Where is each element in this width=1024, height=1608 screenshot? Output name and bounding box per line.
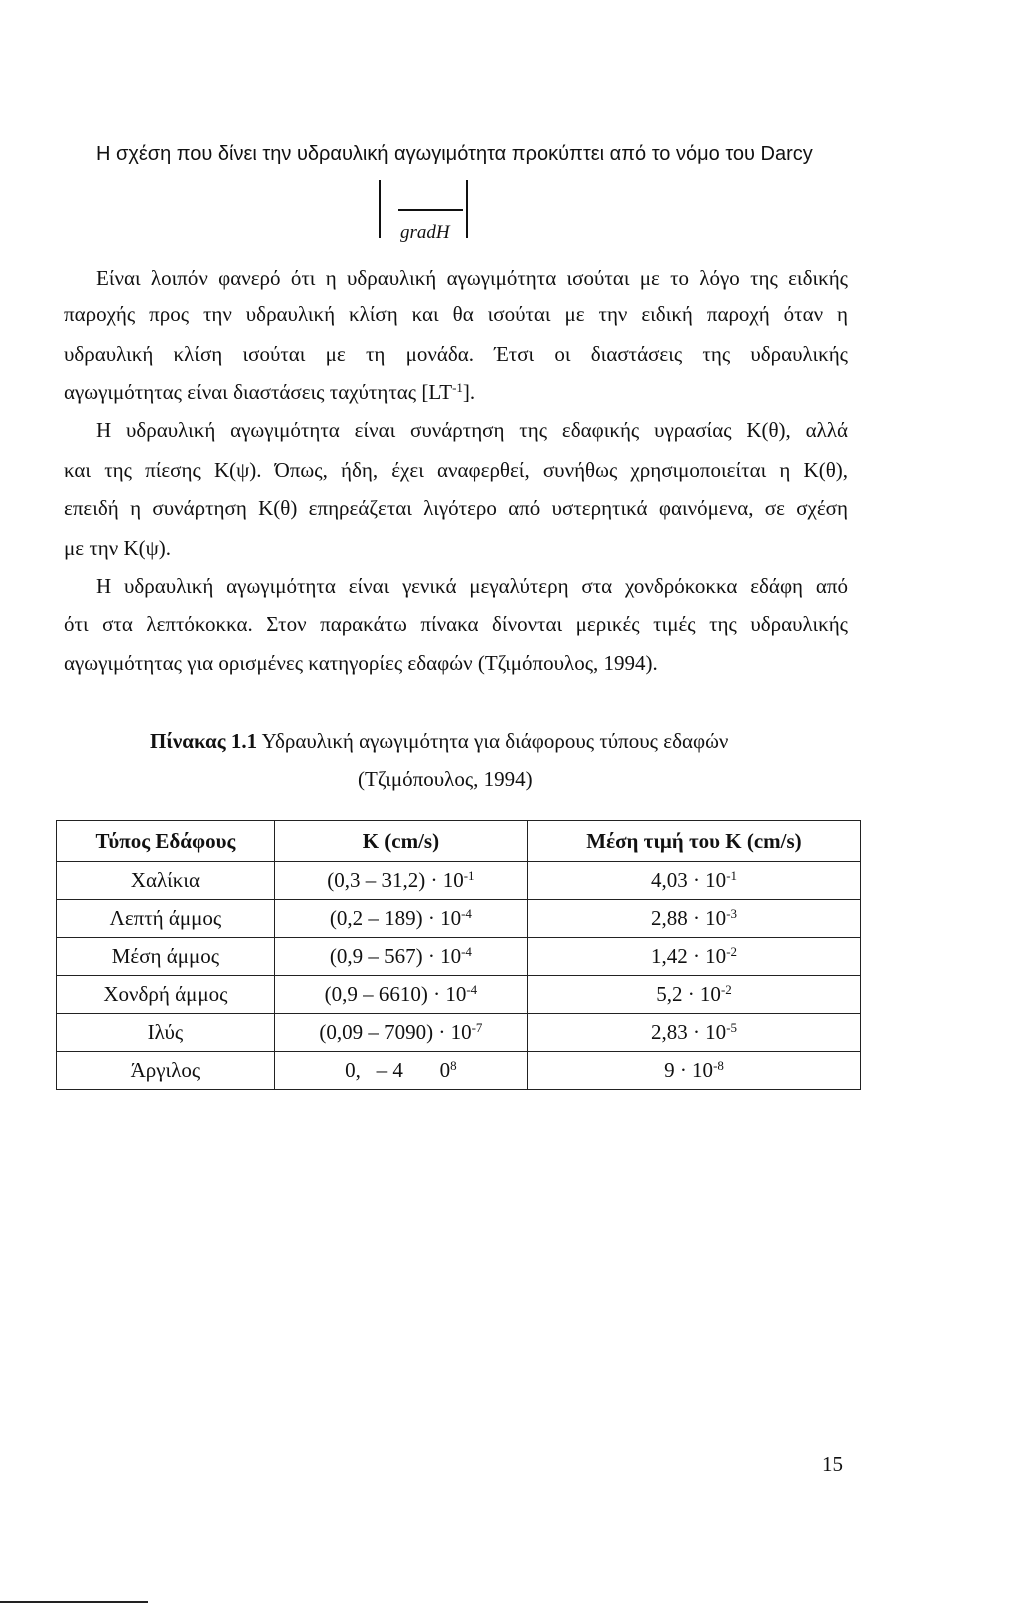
paragraph-line: και της πίεσης Κ(ψ). Όπως, ήδη, έχει αναφερθεί, συνήθως χρησιμοποιείται η Κ(θ), <box>64 458 848 482</box>
k-mean-cell: $2,83 \cdot 10^{-5}$ <box>527 1014 860 1052</box>
formula-denominator: gradH <box>400 222 450 243</box>
table-row <box>57 976 861 1014</box>
table-header-row <box>57 821 861 862</box>
table-caption-label: Πίνακας 1.1 <box>150 729 258 753</box>
header-mean-k: Μέση τιμή του K (cm/s) <box>527 821 860 862</box>
table-row <box>57 938 861 976</box>
k-mean-cell: $5,2 \cdot 10^{-2}$ <box>527 976 860 1014</box>
paragraph-line: παροχής προς την υδραυλική κλίση και θα ισούται με την ειδική παροχή όταν η <box>64 302 848 326</box>
paragraph-line: με την Κ(ψ). <box>64 536 172 560</box>
formula-right-bar <box>466 180 468 238</box>
paragraph-line: Είναι λοιπόν φανερό ότι η υδραυλική αγωγιμότητα ισούται με το λόγο της ειδικής <box>96 266 848 290</box>
k-range-cell: $(0,3 - 31,2) \cdot 10^{-1}$ <box>274 862 527 900</box>
k-mean-cell: $9 \cdot 10^{-8}$ <box>527 1052 860 1090</box>
table-caption <box>150 727 728 755</box>
k-range-cell: $(0,9 - 6610) \cdot 10^{-4}$ <box>274 976 527 1014</box>
soil-cell: Ιλύς <box>57 1014 275 1052</box>
paragraph-text: αγωγιμότητας είναι διαστάσεις ταχύτητας [LT <box>64 380 453 404</box>
table-row <box>57 862 861 900</box>
soil-cell: Χαλίκια <box>57 862 275 900</box>
table-row <box>57 1052 861 1090</box>
k-range-cell: $(0,09 - 7090) \cdot 10^{-7}$ <box>274 1014 527 1052</box>
footnote-rule <box>0 1601 148 1603</box>
k-mean-cell: $2,88 \cdot 10^{-3}$ <box>527 900 860 938</box>
table-caption-source: (Τζιμόπουλος, 1994) <box>358 767 533 791</box>
k-mean-cell: $1,42 \cdot 10^{-2}$ <box>527 938 860 976</box>
formula-fraction-line <box>398 209 463 211</box>
page-number: 15 <box>822 1452 843 1476</box>
hydraulic-conductivity-table <box>56 820 861 1090</box>
soil-cell: Άργιλος <box>57 1052 275 1090</box>
k-range-cell: 0, – 4 $0^8$ <box>274 1052 527 1090</box>
formula-left-bar <box>379 180 381 238</box>
superscript: -1 <box>452 379 463 395</box>
paragraph-line: Η υδραυλική αγωγιμότητα είναι συνάρτηση της εδαφικής υγρασίας Κ(θ), αλλά <box>96 418 848 442</box>
k-range-cell: $(0,2 - 189) \cdot 10^{-4}$ <box>274 900 527 938</box>
table-caption-text: Υδραυλική αγωγιμότητα για διάφορους τύπους εδαφών <box>257 729 729 753</box>
intro-line: Η σχέση που δίνει την υδραυλική αγωγιμότητα προκύπτει από το νόμο του Darcy <box>96 143 813 165</box>
paragraph-line: αγωγιμότητας για ορισμένες κατηγορίες εδαφών (Τζιμόπουλος, 1994). <box>64 651 658 675</box>
soil-cell: Χονδρή άμμος <box>57 976 275 1014</box>
k-range-cell: $(0,9 - 567) \cdot 10^{-4}$ <box>274 938 527 976</box>
paragraph-line <box>64 378 475 406</box>
k-mean-cell: $4,03 \cdot 10^{-1}$ <box>527 862 860 900</box>
header-k: K (cm/s) <box>274 821 527 862</box>
table-row <box>57 1014 861 1052</box>
table-row <box>57 900 861 938</box>
paragraph-line: ότι στα λεπτόκοκκα. Στον παρακάτω πίνακα δίνονται μερικές τιμές της υδραυλικής <box>64 612 848 636</box>
soil-cell: Μέση άμμος <box>57 938 275 976</box>
paragraph-line: επειδή η συνάρτηση Κ(θ) επηρεάζεται λιγότερο από υστερητικά φαινόμενα, σε σχέση <box>64 496 848 520</box>
paragraph-line: υδραυλική κλίση ισούται με τη μονάδα. Έτσι οι διαστάσεις της υδραυλικής <box>64 342 848 366</box>
header-soil-type: Τύπος Εδάφους <box>57 821 275 862</box>
paragraph-line: Η υδραυλική αγωγιμότητα είναι γενικά μεγαλύτερη στα χονδρόκοκκα εδάφη από <box>96 574 848 598</box>
soil-cell: Λεπτή άμμος <box>57 900 275 938</box>
paragraph-text: ]. <box>462 380 476 404</box>
